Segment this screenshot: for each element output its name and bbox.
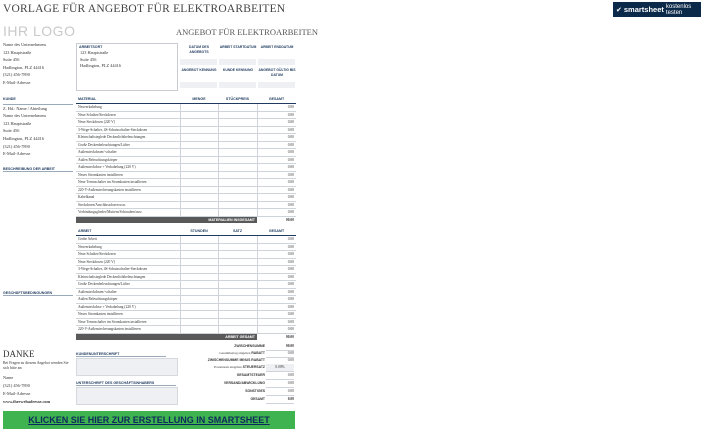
table-row[interactable] (76, 303, 296, 311)
row-label: Neue Trennschalter im Stromkasten installieren (76, 179, 180, 187)
row-total: 0.00 (257, 194, 296, 202)
row-total: 0.00 (257, 149, 296, 157)
row-label: Große Deckenbeleuchtungen/Lüfter (76, 141, 180, 149)
table-row[interactable] (76, 119, 296, 127)
company-suite: Suite 456 (3, 57, 20, 63)
customer-phone: (321) 456-7890 (3, 143, 30, 149)
customer-street: 123 Hauptstraße (3, 120, 32, 126)
materials-total-row (76, 216, 296, 223)
table-row[interactable] (76, 104, 296, 112)
tax-total-row (180, 372, 295, 379)
table-row[interactable] (76, 311, 296, 319)
company-street: 123 Hauptstraße (3, 49, 32, 55)
contact-phone: (321) 456-7890 (3, 383, 30, 388)
site-suite: Suite 456 (80, 56, 97, 62)
table-row[interactable] (76, 201, 296, 209)
company-phone: (321) 456-7890 (3, 72, 30, 78)
col-hours: STUNDEN (180, 228, 218, 236)
table-row[interactable] (76, 194, 296, 202)
table-row[interactable] (76, 126, 296, 134)
row-total: 0.00 (257, 251, 296, 259)
table-row[interactable] (76, 111, 296, 119)
materials-total-value: 00.00 (285, 217, 294, 222)
table-row[interactable] (76, 149, 296, 157)
quote-id-label: ANGEBOT KENNUNG (181, 68, 217, 72)
company-city: Hadlington, PLZ 44416 (3, 64, 44, 70)
tax-rate-row (180, 364, 295, 371)
thanks-heading: DANKE (3, 349, 35, 359)
row-total: 0.00 (257, 164, 296, 172)
row-total: 0.00 (257, 209, 296, 217)
row-label: Außensteckdose + Verkabelung (220 V) (76, 303, 180, 311)
table-row[interactable] (76, 141, 296, 149)
table-row[interactable] (76, 326, 296, 334)
page-title: VORLAGE FÜR ANGEBOT FÜR ELEKTROARBEITEN (3, 3, 286, 15)
company-block (3, 41, 73, 87)
owner-signature-label: UNTERSCHRIFT DES GESCHÄFTSINHABERS (76, 381, 176, 386)
company-email: E-Mail-Adresse (3, 79, 31, 85)
table-row[interactable] (76, 258, 296, 266)
row-label: 220-V-Außenstecherungskasten installieren (76, 326, 180, 334)
grand-total-value: 0.00 (266, 396, 294, 404)
labor-table (76, 228, 296, 340)
brand-tag: kostenlos testen (665, 3, 692, 16)
customer-city: Hadlington, PLZ 44416 (3, 135, 44, 141)
after-discount-row (180, 357, 295, 364)
row-total: 0.00 (257, 171, 296, 179)
after-discount-label: ZWISCHENSUMME MINUS RABATT (207, 358, 265, 362)
customer-email: E-Mail-Adresse (3, 151, 31, 157)
quote-id-field[interactable] (180, 82, 217, 88)
logo-placeholder: IHR LOGO (3, 23, 76, 39)
row-total: 0.00 (257, 296, 296, 304)
row-label: Neue Schalter/Steckdosen (76, 111, 180, 119)
row-total: 0.00 (257, 311, 296, 319)
table-row[interactable] (76, 273, 296, 281)
client-signature-field[interactable] (76, 358, 178, 376)
row-total: 0.00 (257, 303, 296, 311)
row-label: Steckdosen/Anschlussdosen usw. (76, 201, 180, 209)
table-row[interactable] (76, 236, 296, 244)
site-box (76, 43, 178, 91)
row-label: Außensteckdosen/-schalter (76, 288, 180, 296)
materials-total-label: MATERIALIEN INSGESAMT (76, 216, 257, 223)
start-label: ARBEIT STARTDATUM (219, 45, 257, 49)
contact-email: E-Mail-Adresse (3, 391, 31, 396)
shipping-row (180, 380, 295, 387)
row-total: 0.00 (257, 326, 296, 334)
table-row[interactable] (76, 296, 296, 304)
table-row[interactable] (76, 288, 296, 296)
materials-table (76, 96, 296, 223)
other-label: SONSTIGES (245, 389, 265, 393)
contact-website[interactable]: www.ihrewebadresse.com (3, 399, 51, 404)
row-label: Außen Beleuchtungskörper (76, 296, 180, 304)
customer-name: Name des Unternehmens (3, 113, 47, 119)
table-row[interactable] (76, 318, 296, 326)
client-signature-label: KUNDENUNTERSCHRIFT (76, 352, 166, 357)
row-label: Neue Steckdosen (220 V) (76, 258, 180, 266)
col-unit-price: STÜCKPREIS (218, 96, 257, 104)
table-row[interactable] (76, 251, 296, 259)
row-label: Kabelkanal (76, 194, 180, 202)
after-discount-value: 0.00 (266, 357, 294, 365)
col-labor: ARBEIT (76, 228, 180, 236)
row-label: Neues Stromkasten installieren (76, 171, 180, 179)
row-label: Außen Beleuchtungskörper (76, 156, 180, 164)
table-row[interactable] (76, 266, 296, 274)
row-label: 3-Wege-Schalter, 4S-Schutzschalter-Steckdosen (76, 266, 180, 274)
customer-id-field[interactable] (219, 82, 256, 88)
customer-id-label: KUNDE KENNUNG (222, 68, 254, 72)
table-row[interactable] (76, 164, 296, 172)
smartsheet-check-icon: ✔ (616, 6, 622, 14)
work-desc-label: BESCHREIBUNG DER ARBEIT (3, 167, 73, 172)
row-label: Große Deckenbeleuchtungen/Lüfter (76, 281, 180, 289)
company-name: Name des Unternehmens (3, 42, 47, 47)
row-total: 0.00 (257, 281, 296, 289)
shipping-label: VERSAND/ABWICKLUNG (223, 381, 265, 385)
subtotal-label: ZWISCHENSUMME (234, 344, 265, 348)
create-in-smartsheet-button[interactable]: KLICKEN SIE HIER ZUR ERSTELLUNG IN SMARTSHEET (3, 411, 295, 429)
row-total: 0.00 (257, 288, 296, 296)
customer-suite: Suite 456 (3, 128, 20, 134)
discount-value[interactable]: 0.00 (266, 350, 294, 358)
row-total: 0.00 (257, 179, 296, 187)
row-total: 0.00 (257, 258, 296, 266)
grand-total-label: GESAMT (250, 397, 265, 401)
row-total: 0.00 (257, 111, 296, 119)
row-label: Außensteckdosen/-schalter (76, 149, 180, 157)
site-city: Hadlington, PLZ 44416 (80, 63, 121, 69)
brand-name: smartsheet (623, 5, 664, 14)
row-total: 0.00 (257, 134, 296, 142)
tax-note: Prozentsatz eingeben (213, 365, 242, 369)
tax-total-value: 0.00 (266, 372, 294, 380)
smartsheet-badge[interactable] (613, 2, 701, 17)
end-field[interactable] (258, 59, 295, 65)
row-total: 0.00 (257, 236, 296, 244)
row-total: 0.00 (257, 318, 296, 326)
row-total: 0.00 (257, 104, 296, 112)
site-street: 123 Hauptstraße (80, 50, 109, 55)
row-label: Außensteckdose + Verkabelung (220 V) (76, 164, 180, 172)
quote-subtitle: ANGEBOT FÜR ELEKTROARBEITEN (176, 27, 318, 37)
contact-note: Bei Fragen zu diesem Angebot wenden Sie sich bitte an: (3, 361, 69, 370)
valid-until-label: ANGEBOT GÜLTIG BIS DATUM (258, 68, 296, 77)
row-label: Neue Schalter/Steckdosen (76, 251, 180, 259)
row-total: 0.00 (257, 186, 296, 194)
col-material: MATERIAL (76, 96, 180, 104)
table-row[interactable] (76, 134, 296, 142)
col-total: GESAMT (257, 96, 296, 104)
tax-rate-label: STEUERSATZ (242, 365, 265, 369)
row-total: 0.00 (257, 243, 296, 251)
row-total: 0.00 (257, 126, 296, 134)
labor-total-row (76, 333, 296, 340)
labor-header (76, 228, 296, 236)
col-rate: SATZ (218, 228, 257, 236)
row-label: Neue Steckdosen (220 V) (76, 119, 180, 127)
row-label: Neuverkabelung (76, 243, 180, 251)
other-value[interactable]: 0.00 (266, 388, 294, 396)
discount-label: RABATT (251, 351, 265, 355)
shipping-value[interactable]: 0.00 (266, 380, 294, 388)
row-total: 0.00 (257, 266, 296, 274)
owner-signature-field[interactable] (76, 387, 178, 405)
row-total: 0.00 (257, 119, 296, 127)
tax-rate-value[interactable]: 0.00% (266, 364, 294, 372)
terms-label: GESCHÄFTSBEDINGUNGEN (3, 291, 73, 296)
discount-row (180, 350, 295, 357)
row-label: Kleinschaltsteglede Deckenlichtbeleuchtungen (76, 134, 180, 142)
row-label: 3-Wege-Schalter, 4S-Schutzschalter-Steckdosen (76, 126, 180, 134)
col-qty: MENGE (180, 96, 218, 104)
row-label: Neue Trennschalter im Stromkasten installieren (76, 318, 180, 326)
row-label: Kleinschaltsteglede Deckenlichtbeleuchtungen (76, 273, 180, 281)
row-label: Verbindungsglieder/Muttern/Schrauben/usw. (76, 209, 180, 217)
tax-total-label: GESAMTSTEUER (236, 373, 265, 377)
row-total: 0.00 (257, 273, 296, 281)
table-row[interactable] (76, 186, 296, 194)
date-label: DATUM DES ANGEBOTS (189, 45, 209, 54)
discount-note: Gesamtbetrag eingeben (219, 351, 251, 355)
table-row[interactable] (76, 171, 296, 179)
customer-label: KUNDE (3, 96, 73, 105)
table-row[interactable] (76, 179, 296, 187)
row-label: Neues Stromkasten installieren (76, 311, 180, 319)
row-label: Neuverkabelung (76, 104, 180, 112)
subtotal-row (180, 343, 295, 350)
row-total: 0.00 (257, 201, 296, 209)
contact-block (3, 374, 73, 406)
labor-total-value: 00.00 (285, 334, 294, 339)
valid-until-field[interactable] (258, 82, 295, 88)
date-field[interactable] (180, 59, 217, 65)
other-row (180, 388, 295, 395)
row-label: 220-V-Außenstecherungskasten installieren (76, 186, 180, 194)
start-field[interactable] (219, 59, 256, 65)
customer-block (3, 96, 73, 158)
customer-contact: Z. Hd.: Name / Abteilung (3, 105, 47, 111)
subtotal-value: 00.00 (266, 343, 294, 351)
contact-name: Name (3, 375, 14, 380)
col-labor-total: GESAMT (257, 228, 296, 236)
table-row[interactable] (76, 243, 296, 251)
row-label: Grobe Arbeit (76, 236, 180, 244)
labor-total-label: ARBEIT GESAMT (76, 333, 257, 340)
site-label: ARBEITSORT (79, 45, 103, 49)
table-row[interactable] (76, 281, 296, 289)
materials-header (76, 96, 296, 104)
row-total: 0.00 (257, 156, 296, 164)
grand-total-row (180, 396, 295, 403)
row-total: 0.00 (257, 141, 296, 149)
end-label: ARBEIT ENDDATUM (260, 45, 294, 49)
table-row[interactable] (76, 209, 296, 217)
table-row[interactable] (76, 156, 296, 164)
